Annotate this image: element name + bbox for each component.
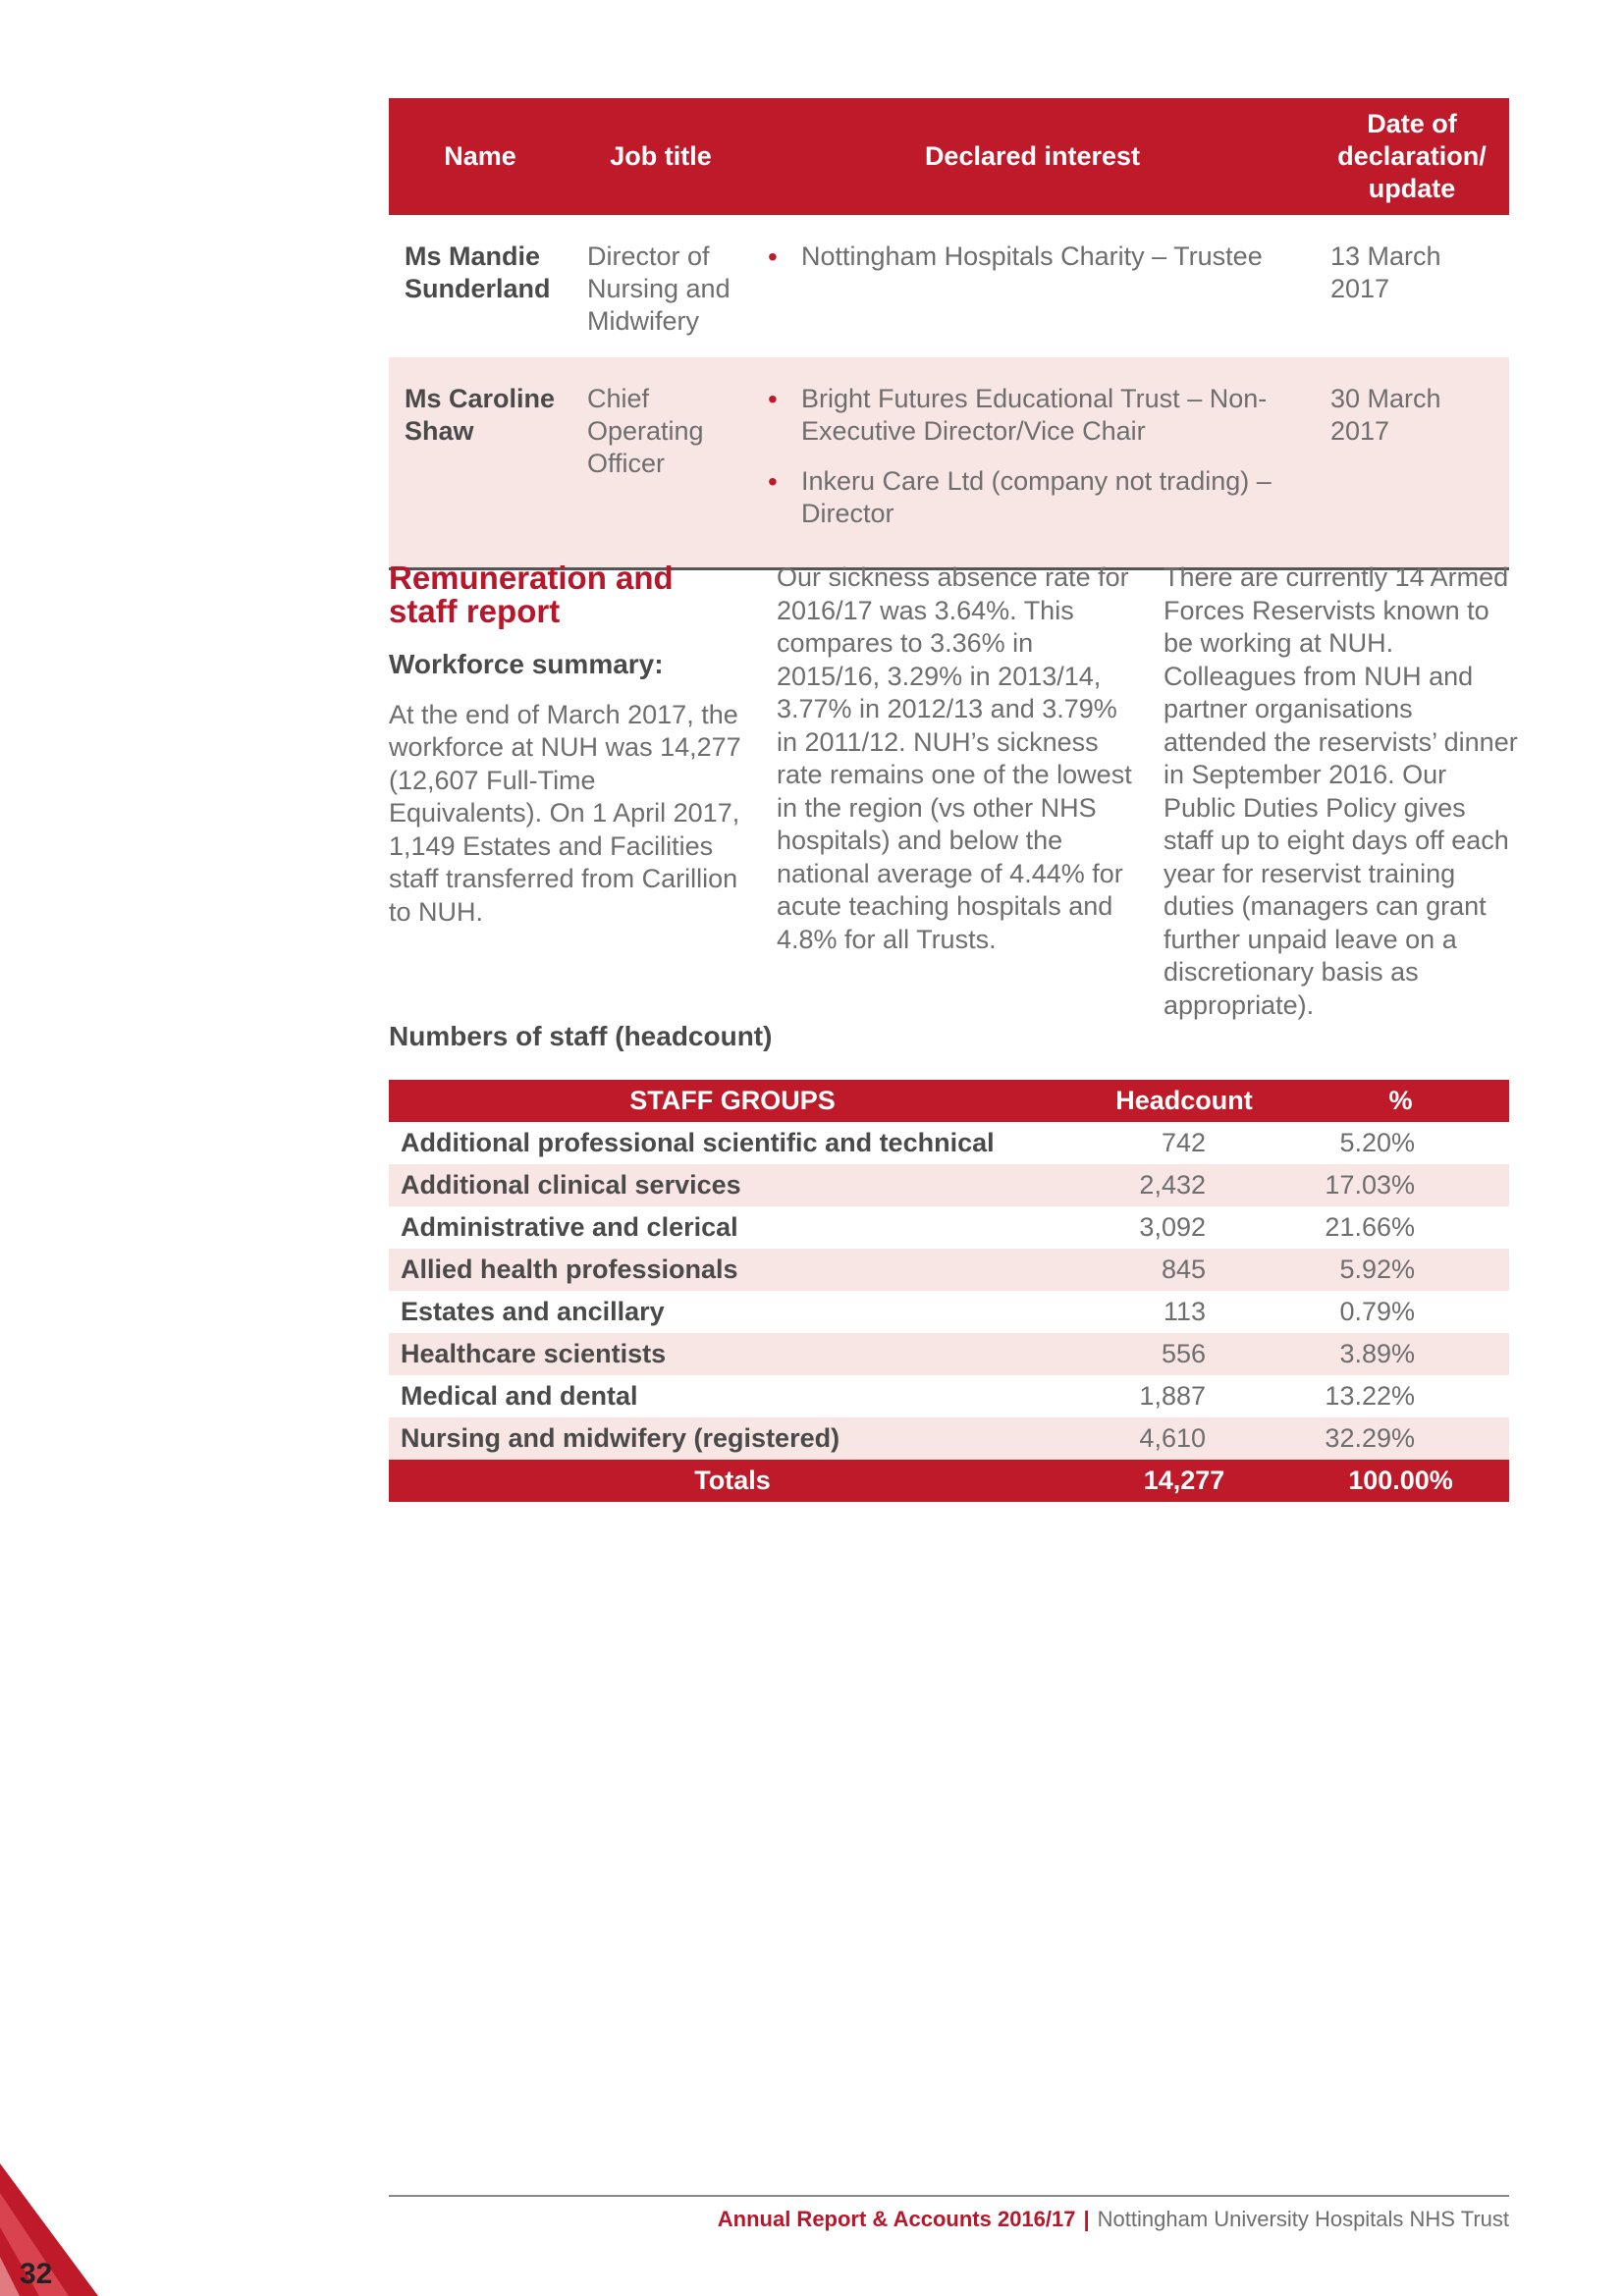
table-row [389,215,1509,357]
percent-value: 21.66% [1325,1212,1415,1242]
column-1 [389,561,746,929]
footer-separator: | [1083,2207,1090,2231]
sickness-absence-text: Our sickness absence rate for 2016/17 was 3.64%. This compares to 3.36% in 2015/16, 3.29% in 2013/14, 3.77% in 2012/13 and 3.79% in 2011/12. NUH’s sickness rate remains one of the lowest in the region (vs other NHS hospitals) and below the national average of 4.44% for acute teaching hospitals and 4.8% for all Trusts. [777,562,1132,954]
footer-divider [389,2195,1509,2197]
table-row [389,1122,1509,1164]
headcount-value: 845 [1076,1249,1292,1291]
declaration-date: 30 March 2017 [1315,357,1509,569]
staff-table [389,1080,1509,1502]
section-heading: Remuneration and staff report [389,560,674,629]
staff-header-row [389,1080,1509,1122]
percent-value: 13.22% [1325,1381,1415,1411]
header-headcount: Headcount [1076,1080,1292,1122]
staff-group: Estates and ancillary [401,1297,665,1326]
table-row [389,1291,1509,1333]
staff-group: Administrative and clerical [401,1212,738,1242]
header-percent: % [1292,1080,1509,1122]
footer-organisation: Nottingham University Hospitals NHS Trust [1097,2207,1509,2231]
staff-group: Medical and dental [401,1381,638,1411]
percent-value: 5.20% [1339,1128,1415,1157]
declarations-table [389,98,1509,570]
header-job-title: Job title [571,98,750,215]
workforce-summary-text: At the end of March 2017, the workforce at NUH was 14,277 (12,607 Full-Time Equivalents). On 1 April 2017, 1,149 Estates and Facilities staff transferred from Carillion to NUH. [389,699,741,927]
staff-group: Additional clinical services [389,1164,1076,1206]
header-name: Name [389,98,571,215]
table-row [389,1375,1509,1417]
job-title: Director of Nursing and Midwifery [587,241,731,336]
staff-group: Nursing and midwifery (registered) [389,1417,1076,1460]
totals-headcount: 14,277 [1076,1460,1292,1502]
declaration-date: 13 March 2017 [1330,241,1441,303]
headcount-value: 113 [1163,1297,1206,1326]
interest-item: • Inkeru Care Ltd (company not trading) – Director [766,465,1305,530]
table-row [389,1249,1509,1291]
percent-value: 32.29% [1292,1417,1509,1460]
workforce-summary-heading: Workforce summary: [389,649,664,679]
header-declared-interest: Declared interest [750,98,1315,215]
table-row [389,357,1509,569]
staff-table-title: Numbers of staff (headcount) [389,1021,773,1051]
staff-group: Additional professional scientific and technical [401,1128,995,1157]
header-staff-groups: STAFF GROUPS [389,1080,1076,1122]
headcount-value: 4,610 [1076,1417,1292,1460]
percent-value: 0.79% [1339,1297,1415,1326]
header-date: Date of declaration/ update [1315,98,1509,215]
headcount-value: 742 [1161,1128,1206,1157]
reservists-text: There are currently 14 Armed Forces Reservists known to be working at NUH. Colleagues from NUH and partner organisations attended the reservists’ dinner in September 2016. Our Public Duties Policy gives staff up to eight days off each year for reservist training duties (managers can grant further unpaid leave on a discretionary basis as appropriate). [1164,562,1518,1020]
staff-group: Allied health professionals [389,1249,1076,1291]
column-2 [777,561,1135,956]
headcount-value: 556 [1076,1333,1292,1375]
interest-item: • Bright Futures Educational Trust – Non-Executive Director/Vice Chair [766,383,1305,448]
table-row [389,1206,1509,1249]
staff-group: Healthcare scientists [389,1333,1076,1375]
percent-value: 17.03% [1292,1164,1509,1206]
person-name: Ms Caroline Shaw [389,357,571,569]
totals-percent: 100.00% [1292,1460,1509,1502]
totals-label: Totals [389,1460,1076,1502]
declared-interest-cell [750,357,1315,569]
table-row [389,1164,1509,1206]
table-row [389,1417,1509,1460]
headcount-value: 1,887 [1139,1381,1206,1411]
totals-row [389,1460,1509,1502]
column-3 [1164,561,1519,1022]
table-row [389,1333,1509,1375]
declared-interest-cell [750,215,1315,357]
footer-report-title: Annual Report & Accounts 2016/17 [717,2207,1076,2231]
headcount-value: 2,432 [1076,1164,1292,1206]
page-number: 32 [20,2258,53,2290]
declarations-header-row [389,98,1509,215]
person-name: Ms Mandie Sunderland [405,241,551,303]
percent-value: 5.92% [1292,1249,1509,1291]
percent-value: 3.89% [1292,1333,1509,1375]
headcount-value: 3,092 [1139,1212,1206,1242]
footer [718,2207,1509,2232]
interest-item: • Nottingham Hospitals Charity – Trustee [766,240,1305,273]
job-title: Chief Operating Officer [571,357,750,569]
